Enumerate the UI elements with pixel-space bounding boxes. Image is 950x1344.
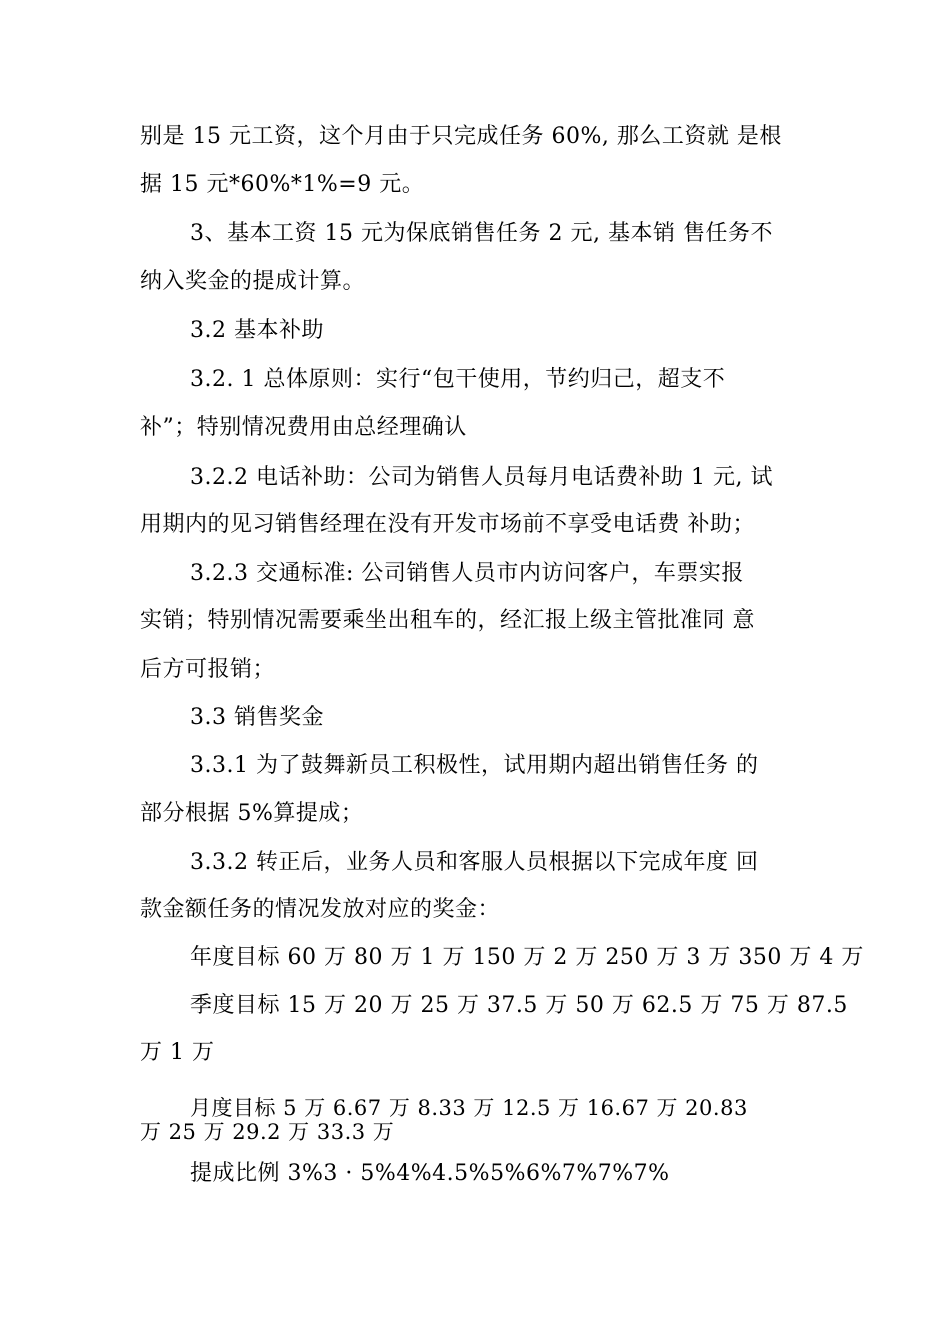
section-heading: 3.2 基本补助 <box>190 318 324 343</box>
paragraph-line: 3、基本工资 15 元为保底销售任务 2 元, 基本销 售任务不 <box>190 221 773 246</box>
paragraph-line: 3.2. 1 总体原则：实行“包干使用，节约归己，超支不 <box>190 367 726 392</box>
paragraph-line: 3.2.3 交通标准: 公司销售人员市内访问客户，车票实报 <box>190 561 744 586</box>
target-row-monthly-continued: 万 25 万 29.2 万 33.3 万 <box>140 1120 395 1144</box>
target-row-monthly: 月度目标 5 万 6.67 万 8.33 万 12.5 万 16.67 万 20.83 <box>190 1096 748 1120</box>
section-heading: 3.3 销售奖金 <box>190 705 324 730</box>
paragraph-line: 纳入奖金的提成计算。 <box>140 269 366 294</box>
paragraph-line: 部分根据 5%算提成； <box>140 801 364 826</box>
paragraph-line: 别是 15 元工资，这个月由于只完成任务 60%, 那么工资就 是根 <box>140 124 782 149</box>
paragraph-line: 实销；特别情况需要乘坐出租车的，经汇报上级主管批准同 意 <box>140 608 755 633</box>
paragraph-line: 款金额任务的情况发放对应的奖金： <box>140 897 501 922</box>
target-row-quarterly-continued: 万 1 万 <box>140 1040 215 1065</box>
paragraph-line: 3.3.2 转正后，业务人员和客服人员根据以下完成年度 回 <box>190 850 759 875</box>
paragraph-line: 3.2.2 电话补助：公司为销售人员每月电话费补助 1 元, 试 <box>190 465 773 490</box>
paragraph-line: 补”；特别情况费用由总经理确认 <box>140 415 467 440</box>
paragraph-line: 用期内的见习销售经理在没有开发市场前不享受电话费 补助； <box>140 512 755 537</box>
paragraph-line: 据 15 元*60%*1%=9 元。 <box>140 172 425 197</box>
target-row-annual: 年度目标 60 万 80 万 1 万 150 万 2 万 250 万 3 万 350 万 4 万 <box>190 945 864 970</box>
commission-rate-row: 提成比例 3%3 · 5%4%4.5%5%6%7%7%7% <box>190 1161 670 1186</box>
paragraph-line: 后方可报销； <box>140 657 276 682</box>
target-row-quarterly: 季度目标 15 万 20 万 25 万 37.5 万 50 万 62.5 万 75 万 87.5 <box>190 993 848 1018</box>
paragraph-line: 3.3.1 为了鼓舞新员工积极性，试用期内超出销售任务 的 <box>190 753 759 778</box>
